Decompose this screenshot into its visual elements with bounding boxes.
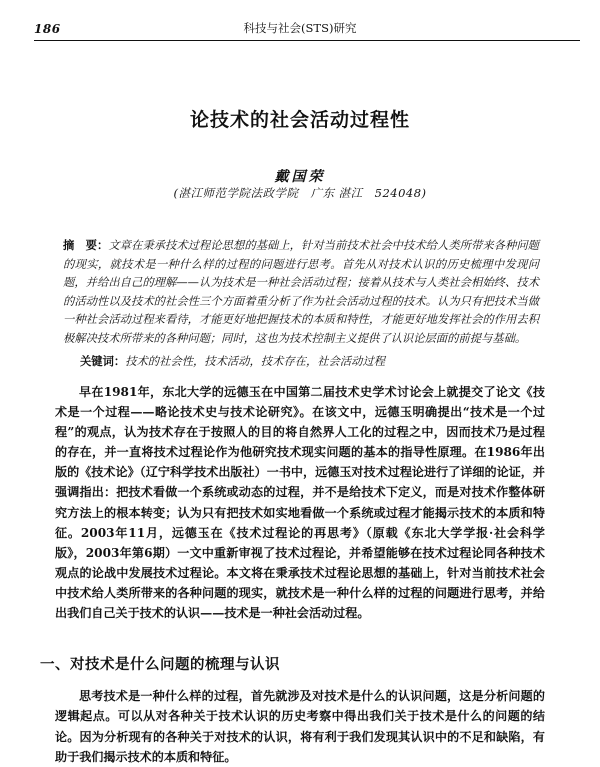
keywords-text: 技术的社会性，技术活动，技术存在，社会活动过程 (125, 355, 386, 368)
section-body (55, 686, 545, 767)
abstract (63, 236, 539, 349)
running-header (0, 0, 600, 36)
page-number: 186 (34, 22, 61, 36)
abstract-label: 摘 要： (63, 238, 109, 252)
section-paragraph: 思考技术是一种什么样的过程，首先就涉及对技术是什么的认识问题，这是分析问题的逻辑起点。可以从对各种关于技术认识的历史考察中得出我们关于技术是什么的问题的结论。因为分析现有的各种关于对技术的认识，将有利于我们发现其认识中的不足和缺陷，有助于我们揭示技术的本质和特征。 (55, 689, 545, 764)
article-title: 论技术的社会活动过程性 (189, 109, 410, 131)
section-heading: 一、对技术是什么问题的梳理与认识 (40, 657, 280, 673)
keywords (80, 352, 540, 371)
keywords-label: 关键词： (80, 354, 126, 368)
intro-paragraph: 早在1981年，东北大学的远德玉在中国第二届技术史学术讨论会上就提交了论文《技术是一个过程——略论技术史与技术论研究》。在该文中，远德玉明确提出“技术是一个过程”的观点，认为技术存在于按照人的目的将自然界人工化的过程之中，因而技术乃是过程的存在，并一直将技术过程论作为他研究技术现实问题的基本的指导性原理。在1986年出版的《技术论》（辽宁科学技术出版社）一书中，远德玉对技术过程论进行了详细的论证，并强调指出：把技术看做一个系统或动态的过程，并不是给技术下定义，而是对技术作整体研究方法上的根本转变；认为只有把技术如实地看做一个系统或过程才能揭示技术的本质和特征。2003年11月，远德玉在《技术过程论的再思考》（原载《东北大学学报·社会科学版》，2003年第6期）一文中重新审视了技术过程论，并希望能够在技术过程论同各种技术观点的论战中发展技术过程论。本文将在秉承技术过程论思想的基础上，针对当前技术社会中技术给人类所带来的各种问题的现实，就技术是一种什么样的过程的问题进行思考，并给出我们自己关于技术的认识——技术是一种社会活动过程。 (55, 385, 545, 621)
author-name: 戴国荣 (274, 169, 326, 185)
abstract-text: 文章在秉承技术过程论思想的基础上，针对当前技术社会中技术给人类所带来各种问题的现实，就技术是一种什么样的过程的问题进行思考。首先从对技术认识的历史梳理中发现问题，并给出自己的理解——认为技术是一种社会活动过程；接着从技术与人类社会相始终、技术的活动性以及技术的社会性三个方面着重分析了作为社会活动过程的技术。认为只有把技术当做一种社会活动过程来看待，才能更好地把握技术的本质和特性，才能更好地发挥社会的作用去积极解决技术所带来的各种问题；同时，这也为技术控制主义提供了认识论层面的前提与基础。 (63, 239, 539, 345)
intro-section (55, 382, 545, 623)
journal-title: 科技与社会(STS)研究 (243, 21, 357, 35)
header-rule (34, 40, 580, 41)
author-affiliation: (湛江师范学院法政学院 广东 湛江 524048) (173, 186, 427, 200)
